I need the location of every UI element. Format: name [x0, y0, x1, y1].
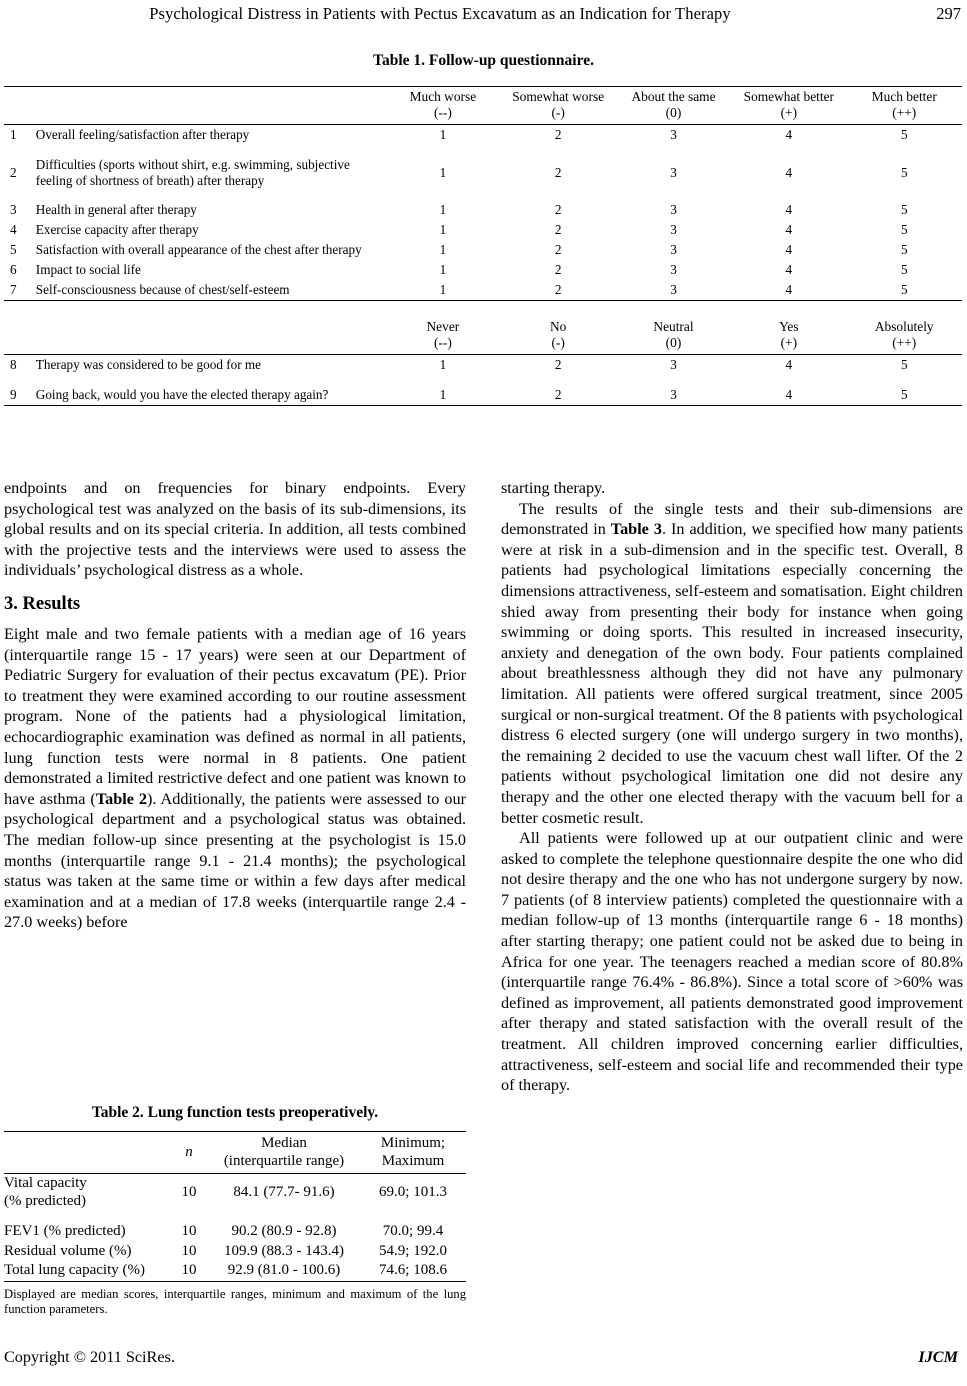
page-number: 297: [936, 4, 961, 23]
table1-row6-v1: 1: [439, 262, 447, 277]
table1-row8-v1: 1: [385, 355, 500, 376]
running-head-title: Psychological Distress in Patients with Pectus Excavatum as an Indication for Therapy: [149, 4, 731, 23]
table1-row8-v5: 5: [847, 355, 962, 376]
table2-row3-median: 109.9 (88.3 - 143.4): [224, 1242, 344, 1259]
table1-row5-num: 5: [10, 242, 17, 257]
table3-reference: Table 3: [610, 520, 662, 539]
table1-header-much-better-label: Much better: [871, 89, 937, 104]
table2-header-minmax: [360, 1132, 466, 1174]
table2-row4-n: 10: [170, 1261, 208, 1281]
table1-header-somewhat-better-symbol: (+): [780, 105, 798, 120]
table1-header-num-blank: [4, 87, 36, 125]
table1-header2-num-blank: [4, 317, 36, 355]
table1-header-label-blank: [36, 87, 386, 125]
table-row: [4, 125, 962, 146]
table2-row1-n: 10: [181, 1184, 197, 1200]
table1-row2-v3: 3: [670, 164, 677, 180]
table1-header-much-worse: [385, 87, 500, 125]
table1-header-somewhat-better: [731, 87, 846, 125]
section-heading-results: 3. Results: [4, 593, 81, 614]
table1-row6-num: 6: [10, 262, 17, 277]
table-row: [4, 1174, 466, 1212]
table1-row6-v3: 3: [670, 262, 677, 277]
table1-header-never-symbol: (--): [433, 335, 452, 350]
table1-header-absolutely: [847, 317, 962, 355]
table1-row1-v2: 2: [500, 125, 615, 146]
table-row: [4, 1261, 466, 1281]
table1: [4, 86, 962, 406]
table1-row4-label: Exercise capacity after therapy: [35, 222, 199, 238]
table1-header2-label-blank: [36, 317, 386, 355]
table1-row3-v2: 2: [554, 202, 562, 217]
table1-header-yes-symbol: (+): [780, 335, 798, 350]
table2-row4-name: Total lung capacity (%): [4, 1261, 170, 1281]
table2-row4-minmax: 74.6; 108.6: [360, 1261, 466, 1281]
table2-row2-median: 90.2 (80.9 - 92.8): [231, 1223, 337, 1240]
table1-row7-v5: 5: [847, 280, 962, 301]
table2-row2-n: 10: [181, 1223, 197, 1240]
table-row: [4, 220, 962, 240]
table2-reference: Table 2: [95, 789, 147, 808]
table1-header-much-worse-label: Much worse: [409, 89, 477, 104]
table1-row5-label: Satisfaction with overall appearance of the chest after therapy: [35, 242, 362, 258]
table-row: [4, 1242, 466, 1262]
table1-header-absolutely-label: Absolutely: [874, 319, 934, 334]
table1-group-gap: [4, 301, 962, 318]
table-row: [4, 200, 962, 220]
table-row: [4, 155, 962, 190]
table1-header-much-worse-symbol: (--): [433, 105, 452, 120]
table2-header-minmax-line2: Maximum: [381, 1152, 445, 1169]
right-paragraph-1: starting therapy.: [501, 479, 606, 497]
table1-row9-label: Going back, would you have the elected therapy again?: [36, 385, 386, 406]
table1-spacer: [4, 145, 962, 155]
table1-header-group-1: [4, 87, 962, 125]
table2-row1-minmax: 69.0; 101.3: [379, 1184, 447, 1200]
table1-row9-v2: 2: [500, 385, 615, 406]
table1-header-about-the-same-symbol: (0): [665, 105, 682, 120]
table1-row1-num: 1: [4, 125, 36, 146]
table1-row1-v4: 4: [731, 125, 846, 146]
table1-header-never: [385, 317, 500, 355]
table1-row4-v2: 2: [554, 222, 562, 237]
table1-row7-v4: 4: [731, 280, 846, 301]
table1-spacer: [4, 190, 962, 200]
table1-row7-label: Self-consciousness because of chest/self-esteem: [36, 280, 386, 301]
table2-row1-name-line1: Vital capacity: [4, 1175, 87, 1191]
table1-header-somewhat-worse-label: Somewhat worse: [512, 89, 605, 104]
table1-row9-v5: 5: [847, 385, 962, 406]
table2-row1-name: [4, 1174, 170, 1212]
table1-row5-v3: 3: [670, 242, 677, 257]
table2-note: Displayed are median scores, interquartile ranges, minimum and maximum of the lung function parameters.: [4, 1286, 466, 1316]
table2-header-median: [208, 1132, 360, 1174]
table2-header-minmax-line1: Minimum;: [380, 1135, 446, 1151]
table2-header-n: n: [170, 1132, 208, 1174]
right-paragraph-2-part2: . In addition, we specified how many patients were at risk in a sub-dimension and in the specific test. Overall, 8 patients had psychological limitations especially concerning the dimensions attractiveness, self-esteem and somatisation. Eight children shied away from presenting their body for instance when going swimming or doing sports. This resulted in increased insecurity, anxiety and denegation of the own body. Four patients complained about breathlessness although they did not have any pulmonary limitation. All patients were offered surgical treatment, since 2005 surgical or non-surgical treatment. Of the 8 patients with psychological distress 6 elected surgery (one will undergo surgery in two months), the remaining 2 decided to use the vacuum chest wall lifter. Of the 2 patients without psychological limitation one did not desire any therapy and the other one elected therapy with the vacuum bell for a better cosmetic result.: [501, 520, 963, 827]
table2-row3-minmax: 54.9; 192.0: [379, 1242, 447, 1259]
table2-caption: Table 2. Lung function tests preoperatively.: [91, 1104, 379, 1121]
table1-header-no: [500, 317, 615, 355]
table1-row5-v1: 1: [439, 242, 447, 257]
table2-row1-median: 84.1 (77.7- 91.6): [233, 1184, 335, 1200]
table1-row2-v5: 5: [900, 164, 908, 180]
table1-row4-v3: 3: [670, 222, 677, 237]
table1-row4-v4: 4: [785, 222, 793, 237]
table1-row1-label: Overall feeling/satisfaction after therapy: [36, 125, 386, 146]
table1-header-no-symbol: (-): [551, 335, 565, 350]
table1-row2-v2: 2: [554, 164, 562, 180]
table1-row1-v3: 3: [616, 125, 731, 146]
table1-row3-v5: 5: [900, 202, 908, 217]
right-paragraph-3: All patients were followed up at our outpatient clinic and were asked to complete the telephone questionnaire despite the one who did not desire therapy and the one who has not undergone surgery by now. 7 patients (of 8 interview patients) completed the questionnaire with a median follow-up of 13 months (interquartile range 6 - 18 months) after starting therapy; one patient could not be asked due to being in Africa for one year. The teenagers reached a median score of 80.8% (interquartile range 76.4% - 86.8%). Since a total score of >60% was defined as improvement, all patients demonstrated good improvement after therapy and stated satisfaction with the overall result of the treatment. All children improved concerning earlier difficulties, attractiveness, self-esteem and social life and recommended their type of therapy.: [501, 829, 963, 1095]
table1-row3-label: Health in general after therapy: [35, 202, 197, 218]
copyright-notice: Copyright © 2011 SciRes.: [4, 1348, 175, 1366]
table1-row7-num: 7: [4, 280, 36, 301]
table2-header-row: [4, 1132, 466, 1174]
table1-header-neutral-symbol: (0): [665, 335, 682, 350]
table1-header-somewhat-better-label: Somewhat better: [743, 89, 834, 104]
table1-row3-num: 3: [10, 202, 17, 217]
table1-row5-v4: 4: [785, 242, 793, 257]
table2-row3-name: Residual volume (%): [4, 1242, 132, 1259]
table1-header-neutral-label: Neutral: [653, 319, 694, 334]
table1-caption: Table 1. Follow-up questionnaire.: [373, 52, 594, 69]
table1-row2-num: 2: [10, 164, 17, 180]
left-column: [4, 478, 466, 933]
journal-abbreviation: IJCM: [918, 1348, 958, 1366]
table1-row8-num: 8: [4, 355, 36, 376]
table2-row4-median: 92.9 (81.0 - 100.6): [208, 1261, 360, 1281]
table1-header-never-label: Never: [426, 319, 460, 334]
table-row: [4, 260, 962, 280]
table2-spacer: [4, 1211, 466, 1222]
table1-row4-v5: 5: [900, 222, 908, 237]
table2: [4, 1131, 466, 1282]
table1-row9-num: 9: [4, 385, 36, 406]
table2-header-median-line1: Median: [261, 1135, 307, 1151]
table2-header-blank: [4, 1132, 170, 1174]
table1-row5-v5: 5: [900, 242, 908, 257]
running-head: [0, 4, 967, 26]
right-column: [501, 478, 963, 1096]
table1-header-neutral: [616, 317, 731, 355]
table2-row2-minmax: 70.0; 99.4: [382, 1223, 444, 1240]
table1-row3-v1: 1: [439, 202, 447, 217]
page-footer: [4, 1348, 962, 1372]
table1-row6-v5: 5: [900, 262, 908, 277]
table1-row1-v1: 1: [385, 125, 500, 146]
table1-row7-v1: 1: [385, 280, 500, 301]
right-paragraph-2-part1: The results of the single tests and their sub-dimensions are demonstrated in: [501, 499, 963, 539]
table1-row8-v4: 4: [731, 355, 846, 376]
table1-header-yes-label: Yes: [779, 319, 799, 334]
left-paragraph-2-part1: Eight male and two female patients with a median age of 16 years (interquartile range 15 - 17 years) were seen at our Department of Pediatric Surgery for evaluation of their pectus excavatum (PE). Prior to treatment they were examined according to our routine assessment program. None of the patients had a physiological limitation, echocardiographic examination was defined as normal in all patients, lung function tests were normal in 8 patients. One patient demonstrated a limited restrictive defect and one patient was known to have asthma (: [4, 624, 466, 808]
table1-row7-v3: 3: [616, 280, 731, 301]
table1-row7-v2: 2: [500, 280, 615, 301]
right-paragraph-2: [501, 499, 963, 829]
table1-header-somewhat-worse-symbol: (-): [551, 105, 565, 120]
table1-header-much-better: [847, 87, 962, 125]
table1-header-no-label: No: [549, 319, 567, 334]
table-row: [4, 240, 962, 260]
table1-header-group-2: [4, 317, 962, 355]
left-paragraph-2: [4, 624, 466, 933]
table1-row6-v2: 2: [554, 262, 562, 277]
table1-header-absolutely-symbol: (++): [892, 335, 917, 350]
table1-row2-v1: 1: [439, 164, 447, 180]
table-row: [4, 1222, 466, 1242]
table2-header-median-line2: (interquartile range): [223, 1152, 345, 1169]
table1-row6-v4: 4: [785, 262, 793, 277]
table1-row3-v4: 4: [785, 202, 793, 217]
table1-row2-label: Difficulties (sports without shirt, e.g. swimming, subjective feeling of shortness of breath) after therapy: [35, 157, 350, 188]
table1-row9-v4: 4: [731, 385, 846, 406]
table1-row8-v3: 3: [616, 355, 731, 376]
table1-row6-label: Impact to social life: [35, 262, 141, 278]
table1-row9-v1: 1: [385, 385, 500, 406]
table2-row3-n: 10: [181, 1242, 197, 1259]
table-row: [4, 385, 962, 406]
table1-header-yes: [731, 317, 846, 355]
table1-row1-v5: 5: [847, 125, 962, 146]
table2-row2-name: FEV1 (% predicted): [4, 1223, 126, 1239]
table1-row4-v1: 1: [439, 222, 447, 237]
table1-header-somewhat-worse: [500, 87, 615, 125]
table1-header-much-better-symbol: (++): [892, 105, 917, 120]
table1-row2-v4: 4: [785, 164, 793, 180]
table1-row4-num: 4: [10, 222, 17, 237]
table1-row3-v3: 3: [670, 202, 677, 217]
left-paragraph-1: endpoints and on frequencies for binary endpoints. Every psychological test was analyzed on the basis of its sub-dimensions, its global results and on its special criteria. In addition, all tests combined with the projective tests and the interviews were used to assess the individuals’ psychological distress as a whole.: [4, 479, 466, 580]
table1-header-about-the-same-label: About the same: [631, 89, 716, 104]
table2-container: [4, 1104, 466, 1317]
table-row: [4, 355, 962, 376]
table1-spacer: [4, 375, 962, 385]
left-paragraph-2-part2: ). Additionally, the patients were assessed to our psychological department and a psychological status was obtained. The median follow-up since presenting at the psychologist is 15.0 months (interquartile range 9.1 - 21.4 months); the psychological status was taken at the same time or within a few days after medical examination and at a median of 17.8 weeks (interquartile range 2.4 - 27.0 weeks) before: [4, 789, 466, 932]
table1-row9-v3: 3: [616, 385, 731, 406]
table1-row8-v2: 2: [500, 355, 615, 376]
table-row: [4, 280, 962, 301]
table1-header-about-the-same: [616, 87, 731, 125]
table2-row1-name-line2: (% predicted): [4, 1192, 87, 1209]
table1-row5-v2: 2: [554, 242, 562, 257]
table1-row8-label: Therapy was considered to be good for me: [36, 355, 386, 376]
